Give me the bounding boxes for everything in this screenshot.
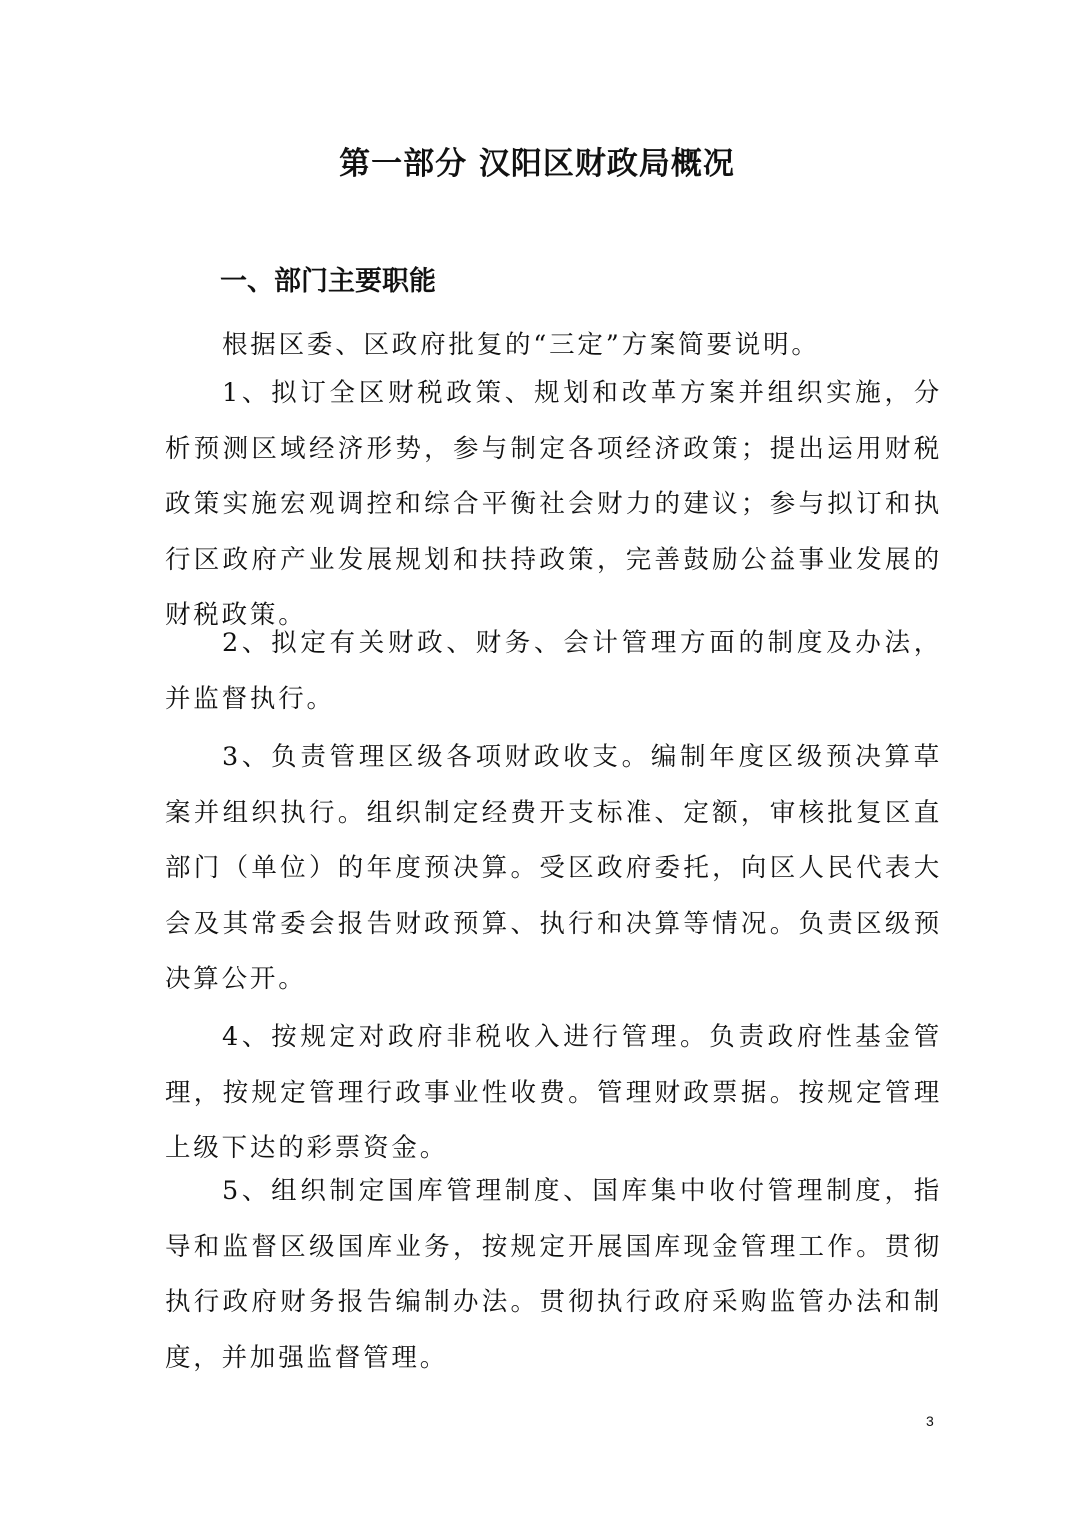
page-number: 3 — [926, 1413, 934, 1429]
section-heading: 一、部门主要职能 — [220, 266, 436, 297]
duty-item-2: 2、拟定有关财政、财务、会计管理方面的制度及办法，并监督执行。 — [165, 628, 942, 714]
duty-item-5: 5、组织制定国库管理制度、国库集中收付管理制度，指导和监督区级国库业务，按规定开展国库现金管理工作。贯彻执行政府财务报告编制办法。贯彻执行政府采购监管办法和制度，并加强监督管理。 — [165, 1176, 942, 1373]
document-title: 第一部分 汉阳区财政局概况 — [339, 146, 735, 182]
duty-item-4: 4、按规定对政府非税收入进行管理。负责政府性基金管理，按规定管理行政事业性收费。管理财政票据。按规定管理上级下达的彩票资金。 — [165, 1022, 942, 1163]
duty-item-1: 1、拟订全区财税政策、规划和改革方案并组织实施，分析预测区域经济形势，参与制定各项经济政策；提出运用财税政策实施宏观调控和综合平衡社会财力的建议；参与拟订和执行区政府产业发展规划和扶持政策，完善鼓励公益事业发展的财税政策。 — [165, 378, 942, 630]
intro-paragraph: 根据区委、区政府批复的“三定”方案简要说明。 — [222, 330, 820, 360]
duty-item-3: 3、负责管理区级各项财政收支。编制年度区级预决算草案并组织执行。组织制定经费开支标准、定额，审核批复区直部门（单位）的年度预决算。受区政府委托，向区人民代表大会及其常委会报告财政预算、执行和决算等情况。负责区级预决算公开。 — [165, 742, 942, 994]
